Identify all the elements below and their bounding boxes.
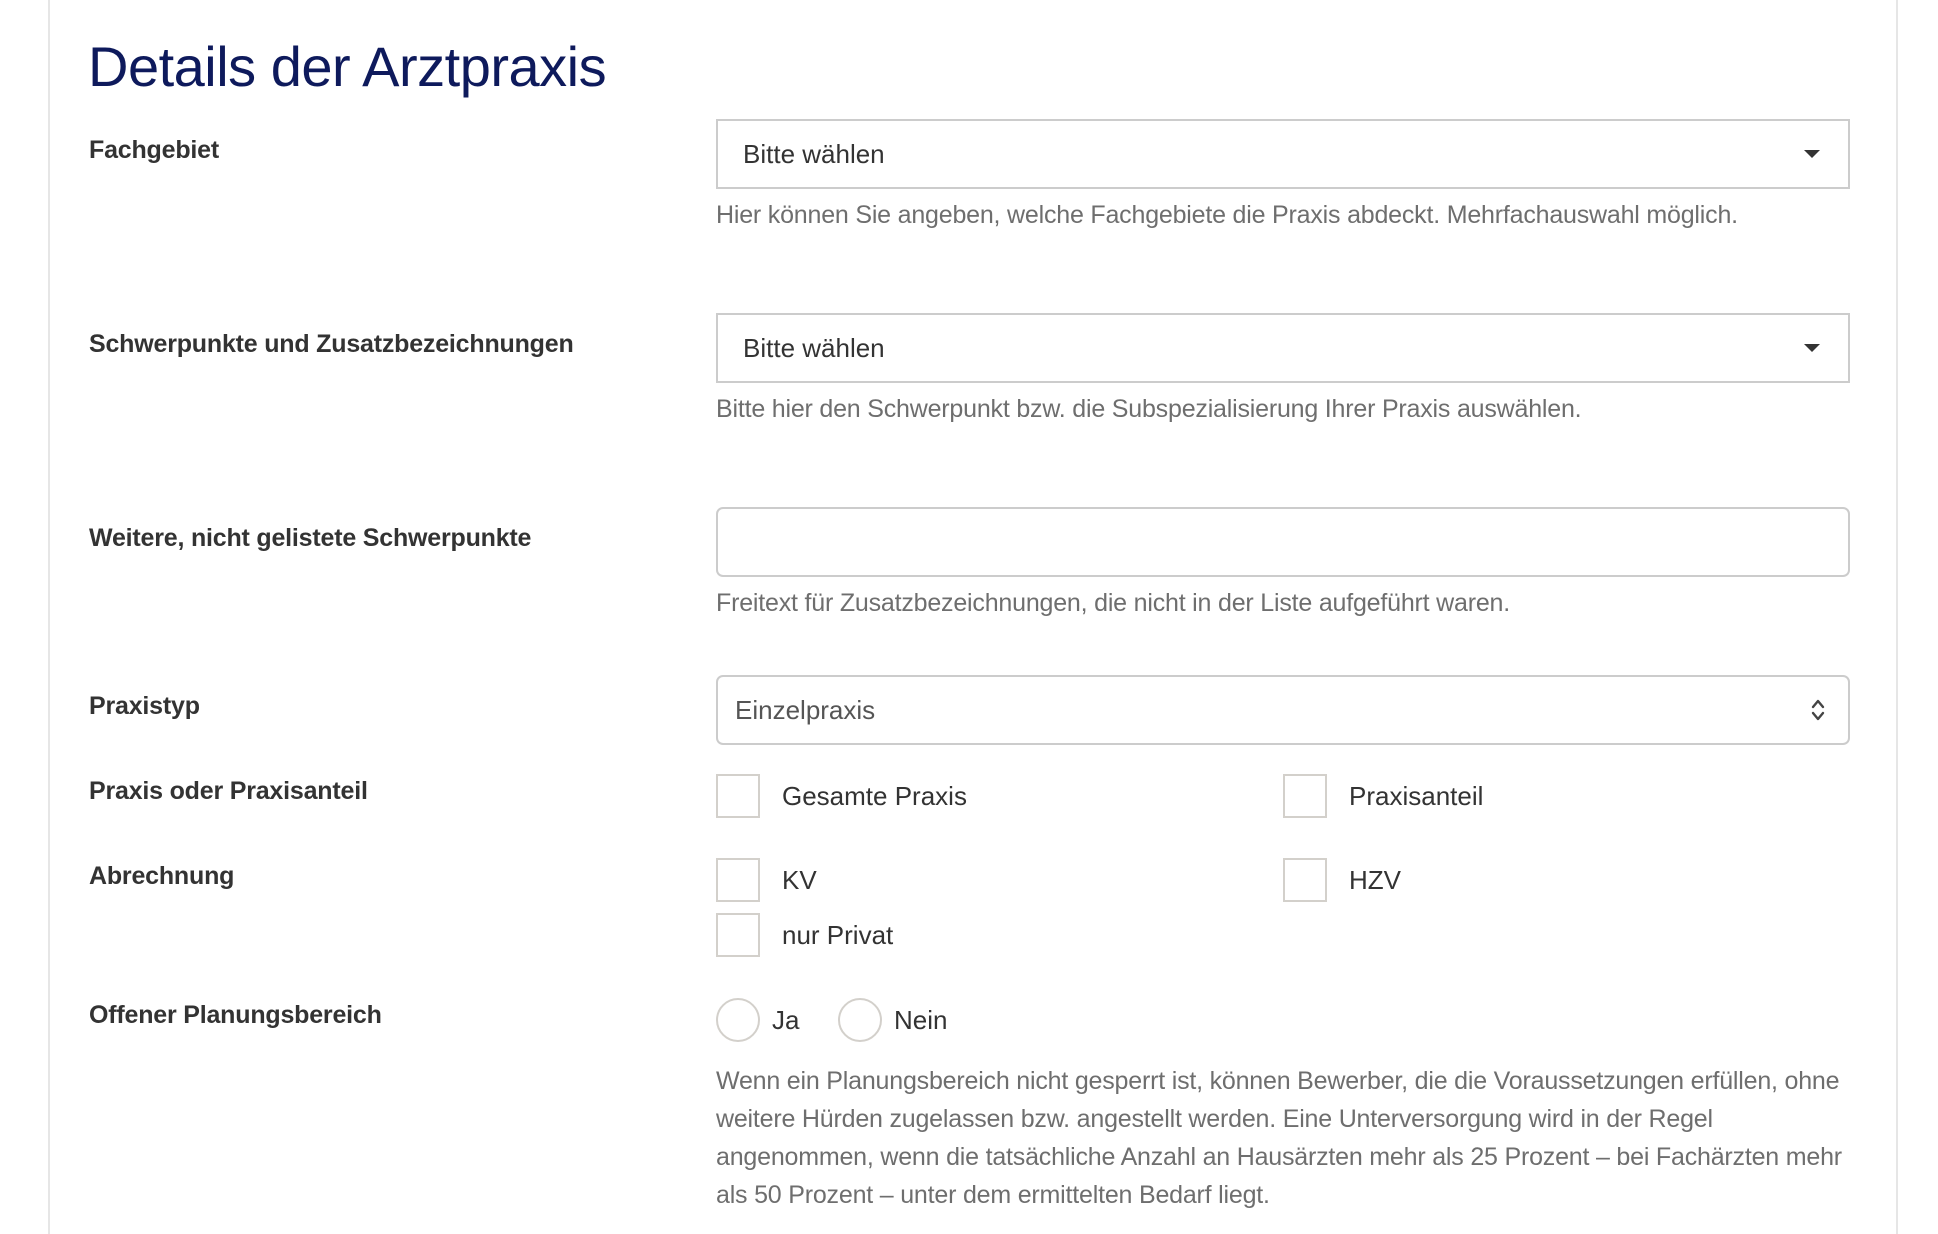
fachgebiet-select[interactable] bbox=[716, 119, 1850, 189]
checkbox-kv-box[interactable] bbox=[716, 858, 760, 902]
checkbox-kv[interactable] bbox=[716, 858, 817, 902]
chevron-up-down-icon bbox=[1810, 697, 1826, 723]
checkbox-hzv-box[interactable] bbox=[1283, 858, 1327, 902]
praxistyp-select[interactable] bbox=[716, 675, 1850, 745]
checkbox-hzv-label: HZV bbox=[1349, 865, 1401, 895]
caret-down-icon bbox=[1804, 344, 1820, 352]
praxis-oder-anteil-label: Praxis oder Praxisanteil bbox=[89, 777, 368, 805]
schwerpunkte-help: Bitte hier den Schwerpunkt bzw. die Subspezialisierung Ihrer Praxis auswählen. bbox=[716, 395, 1582, 423]
radio-nein[interactable] bbox=[838, 998, 947, 1042]
radio-ja[interactable] bbox=[716, 998, 799, 1042]
radio-ja-circle[interactable] bbox=[716, 998, 760, 1042]
planungsbereich-help: Wenn ein Planungsbereich nicht gesperrt ist, können Bewerber, die die Voraussetzungen erfüllen, ohne weitere Hürden zugelassen bzw. angestellt werden. Eine Unterversorgung wird in der Regel angenommen, wenn die tatsächliche Anzahl an Hausärzten mehr als 25 Prozent – bei Fachärzten mehr als 50 Prozent – unter dem ermittelten Bedarf liegt. bbox=[716, 1067, 1842, 1209]
abrechnung-label: Abrechnung bbox=[89, 862, 235, 890]
praxistyp-select-value: Einzelpraxis bbox=[735, 695, 876, 725]
checkbox-nur-privat[interactable] bbox=[716, 913, 893, 957]
fachgebiet-select-value: Bitte wählen bbox=[743, 139, 885, 169]
schwerpunkte-select[interactable] bbox=[716, 313, 1850, 383]
weitere-schwerpunkte-field-wrapper bbox=[716, 507, 1850, 577]
caret-down-icon bbox=[1804, 150, 1820, 158]
radio-ja-label: Ja bbox=[772, 1005, 800, 1035]
checkbox-nur-privat-box[interactable] bbox=[716, 913, 760, 957]
radio-nein-label: Nein bbox=[894, 1005, 948, 1035]
weitere-schwerpunkte-help: Freitext für Zusatzbezeichnungen, die nicht in der Liste aufgeführt waren. bbox=[716, 589, 1510, 617]
checkbox-gesamte-praxis-box[interactable] bbox=[716, 774, 760, 818]
checkbox-kv-label: KV bbox=[782, 865, 817, 895]
page-frame-left-border bbox=[48, 0, 50, 1234]
planungsbereich-label: Offener Planungsbereich bbox=[89, 1001, 382, 1029]
checkbox-praxisanteil-box[interactable] bbox=[1283, 774, 1327, 818]
praxistyp-label: Praxistyp bbox=[89, 692, 200, 720]
checkbox-praxisanteil[interactable] bbox=[1283, 774, 1483, 818]
schwerpunkte-label: Schwerpunkte und Zusatzbezeichnungen bbox=[89, 330, 574, 358]
weitere-schwerpunkte-label: Weitere, nicht gelistete Schwerpunkte bbox=[89, 524, 532, 552]
checkbox-nur-privat-label: nur Privat bbox=[782, 920, 894, 950]
page-title: Details der Arztpraxis bbox=[88, 35, 607, 98]
weitere-schwerpunkte-input[interactable] bbox=[718, 509, 1848, 575]
fachgebiet-help: Hier können Sie angeben, welche Fachgebiete die Praxis abdeckt. Mehrfachauswahl möglich. bbox=[716, 201, 1738, 229]
radio-nein-circle[interactable] bbox=[838, 998, 882, 1042]
checkbox-gesamte-praxis[interactable] bbox=[716, 774, 967, 818]
fachgebiet-label: Fachgebiet bbox=[89, 136, 219, 164]
checkbox-gesamte-praxis-label: Gesamte Praxis bbox=[782, 781, 967, 811]
checkbox-praxisanteil-label: Praxisanteil bbox=[1349, 781, 1484, 811]
checkbox-hzv[interactable] bbox=[1283, 858, 1401, 902]
schwerpunkte-select-value: Bitte wählen bbox=[743, 333, 885, 363]
page-frame-right-border bbox=[1896, 0, 1898, 1234]
